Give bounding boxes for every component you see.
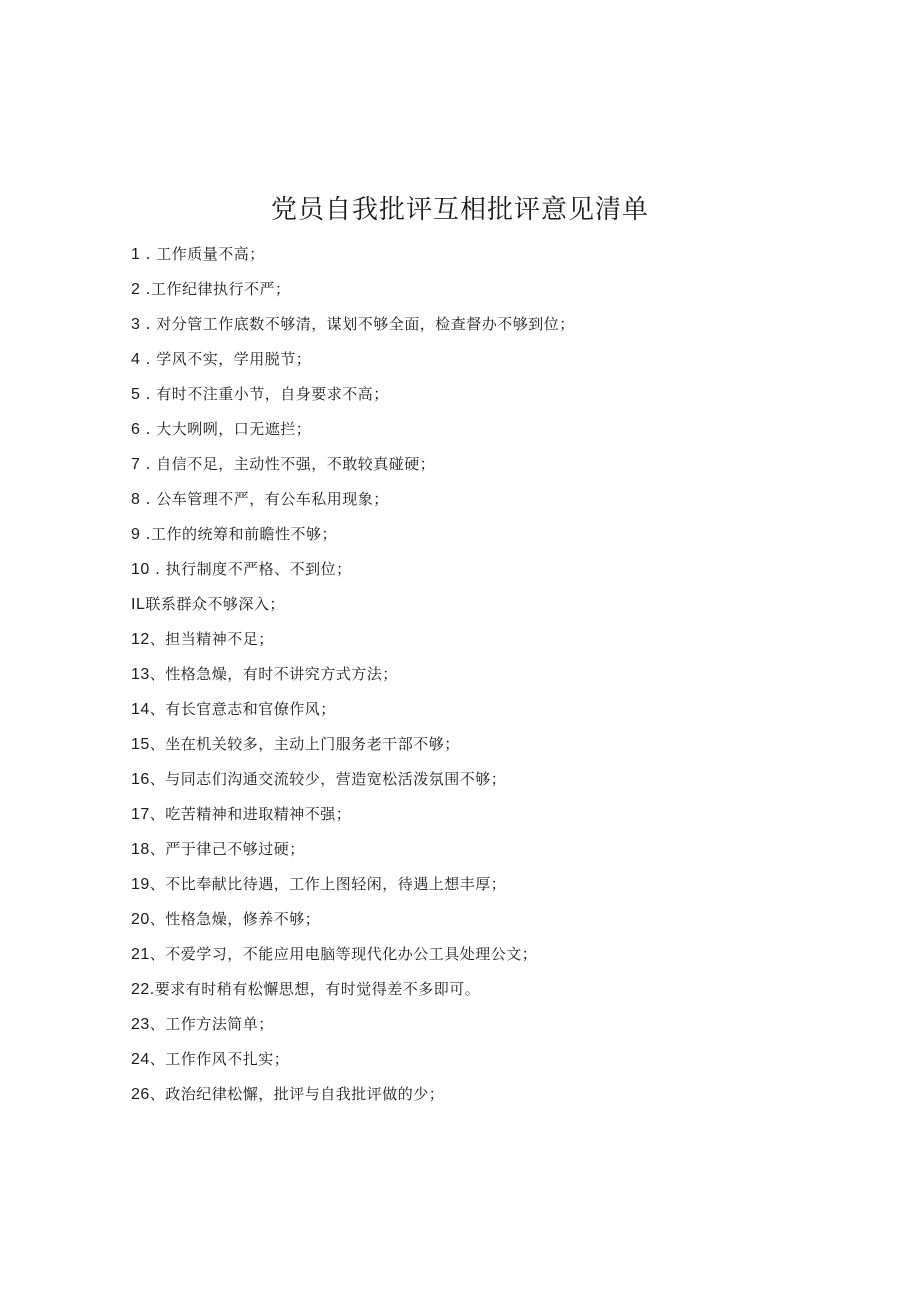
item-text: 、工作方法简单；	[149, 1015, 274, 1033]
item-number: 20	[131, 911, 150, 928]
item-number: 12	[131, 631, 150, 648]
item-number: 6	[131, 421, 141, 438]
item-number: 22.	[131, 981, 155, 998]
list-item	[131, 275, 575, 310]
item-text: .工作纪律执行不严；	[140, 280, 291, 298]
item-text: . 对分管工作底数不够清，谋划不够全面，检查督办不够到位；	[140, 315, 575, 333]
item-number: 15	[131, 736, 150, 753]
item-text: 、不比奉献比待遇，工作上图轻闲，待遇上想丰厚；	[149, 875, 507, 893]
item-text: . 执行制度不严格、不到位；	[149, 560, 352, 578]
item-text: 、与同志们沟通交流较少，营造宽松活泼氛围不够；	[149, 770, 507, 788]
item-text: 联系群众不够深入；	[145, 595, 285, 613]
item-number: 16	[131, 771, 150, 788]
item-text: . 公车管理不严，有公车私用现象；	[140, 490, 389, 508]
item-number: 2	[131, 281, 141, 298]
item-text: 、政治纪律松懈，批评与自我批评做的少；	[149, 1085, 445, 1103]
item-number: 5	[131, 386, 141, 403]
document-title: 党员自我批评互相批评意见清单	[270, 195, 649, 225]
item-number: 19	[131, 876, 150, 893]
item-text: 、吃苦精神和进取精神不强；	[149, 805, 352, 823]
item-number: 18	[131, 841, 150, 858]
list-item	[131, 555, 575, 590]
item-text: . 学风不实，学用脱节；	[140, 350, 312, 368]
list-item	[131, 765, 575, 800]
list-item	[131, 450, 575, 485]
list-item	[131, 1010, 575, 1045]
item-text: . 自信不足，主动性不强，不敢较真碰硬；	[140, 455, 436, 473]
list-item	[131, 625, 575, 660]
item-number: 21	[131, 946, 150, 963]
item-text: 要求有时稍有松懈思想，有时觉得差不多即可。	[154, 980, 481, 998]
item-number: 14	[131, 701, 150, 718]
list-item	[131, 1080, 575, 1115]
item-text: 、性格急燥，修养不够；	[149, 910, 321, 928]
item-number: 4	[131, 351, 141, 368]
list-item	[131, 695, 575, 730]
list-item	[131, 485, 575, 520]
item-text: 、担当精神不足；	[149, 630, 274, 648]
list-item	[131, 380, 575, 415]
list-item	[131, 520, 575, 555]
item-number: 26	[131, 1086, 150, 1103]
list-item	[131, 940, 575, 975]
item-number: 23	[131, 1016, 150, 1033]
item-text: . 工作质量不高；	[140, 245, 265, 263]
item-number: 8	[131, 491, 141, 508]
item-number: 9	[131, 526, 141, 543]
list-item	[131, 975, 575, 1010]
item-text: 、严于律己不够过硬；	[149, 840, 305, 858]
item-number: 13	[131, 666, 150, 683]
list-item	[131, 310, 575, 345]
list-item	[131, 905, 575, 940]
item-text: 、不爱学习，不能应用电脑等现代化办公工具处理公文；	[149, 945, 538, 963]
item-number: 10	[131, 561, 150, 578]
list-item	[131, 730, 575, 765]
item-text: 、性格急燥，有时不讲究方式方法；	[149, 665, 398, 683]
list-item	[131, 345, 575, 380]
item-number: 24	[131, 1051, 150, 1068]
item-number: 17	[131, 806, 150, 823]
item-text: . 有时不注重小节，自身要求不高；	[140, 385, 389, 403]
criticism-list	[131, 240, 575, 1115]
list-item	[131, 835, 575, 870]
item-text: 、坐在机关较多，主动上门服务老干部不够；	[149, 735, 460, 753]
item-number: IL	[131, 596, 146, 613]
item-text: 、有长官意志和官僚作风；	[149, 700, 336, 718]
list-item	[131, 590, 575, 625]
item-text: 、工作作风不扎实；	[149, 1050, 290, 1068]
item-text: .工作的统筹和前瞻性不够；	[140, 525, 337, 543]
item-number: 1	[131, 246, 141, 263]
list-item	[131, 240, 575, 275]
list-item	[131, 1045, 575, 1080]
list-item	[131, 800, 575, 835]
list-item	[131, 415, 575, 450]
item-text: . 大大咧咧，口无遮拦；	[140, 420, 312, 438]
list-item	[131, 870, 575, 905]
item-number: 7	[131, 456, 141, 473]
list-item	[131, 660, 575, 695]
item-number: 3	[131, 316, 141, 333]
